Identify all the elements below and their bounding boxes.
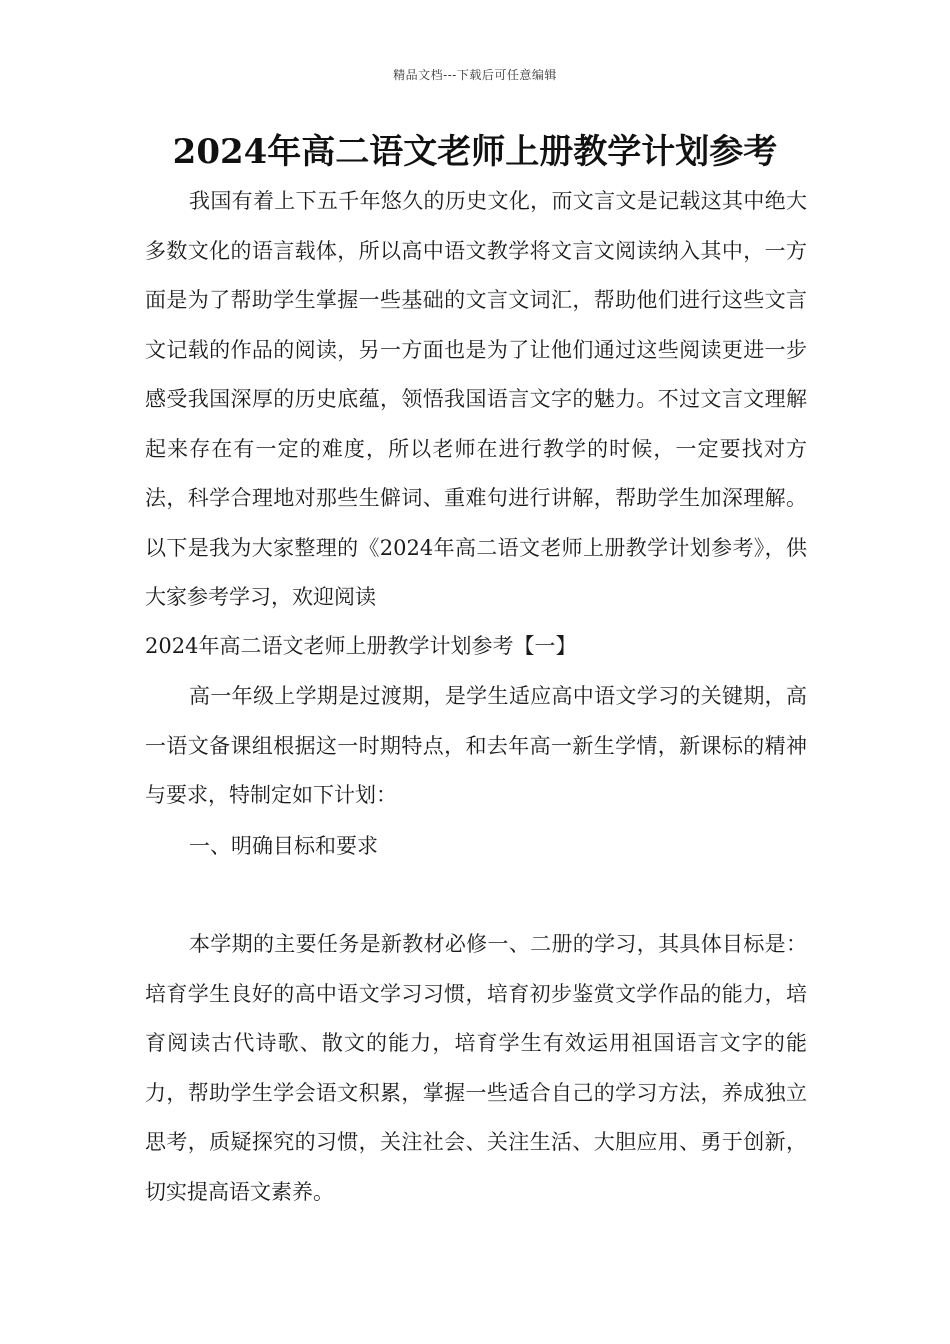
goals-paragraph: 本学期的主要任务是新教材必修一、二册的学习，其具体目标是：培育学生良好的高中语文学习习惯，培育初步鉴赏文学作品的能力，培育阅读古代诗歌、散文的能力，培育学生有效运用祖国语言文字的能力，帮助学生学会语文积累，掌握一些适合自己的学习方法，养成独立思考，质疑探究的习惯，关注社会、关注生活、大胆应用、勇于创新，切实提高语文素养。 [145, 932, 807, 1204]
subheading-goals: 一、明确目标和要求 [189, 834, 378, 858]
intro-paragraph: 我国有着上下五千年悠久的历史文化，而文言文是记载这其中绝大多数文化的语言载体，所以高中语文教学将文言文阅读纳入其中，一方面是为了帮助学生掌握一些基础的文言文词汇，帮助他们进行这些文言文记载的作品的阅读，另一方面也是为了让他们通过这些阅读更进一步感受我国深厚的历史底蕴，领悟我国语言文字的魅力。不过文言文理解起来存在有一定的难度，所以老师在进行教学的时候，一定要找对方法，科学合理地对那些生僻词、重难句进行讲解，帮助学生加深理解。以下是我为大家整理的《2024年高二语文老师上册教学计划参考》，供大家参考学习，欢迎阅读 [145, 189, 807, 609]
plan-paragraph: 高一年级上学期是过渡期，是学生适应高中语文学习的关键期，高一语文备课组根据这一时期特点，和去年高一新生学情，新课标的精神与要求，特制定如下计划： [145, 684, 807, 807]
header-note: 精品文档---下载后可任意编辑 [393, 68, 557, 82]
document-title: 2024年高二语文老师上册教学计划参考 [172, 132, 778, 172]
section-heading: 2024年高二语文老师上册教学计划参考【一】 [145, 634, 577, 658]
